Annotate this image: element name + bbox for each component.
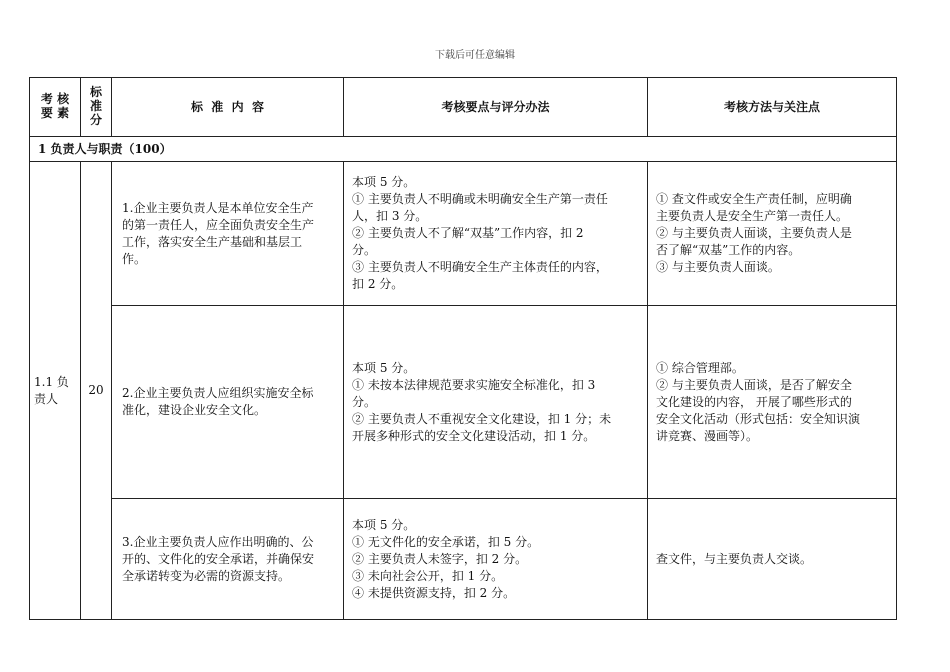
scoring-cell: 本项 5 分。 ① 主要负责人不明确或未明确安全生产第一责任 人，扣 3 分。 ② 主要负责人不了解“双基”工作内容，扣 2 分。 ③ 主要负责人不明确安全生产主体责任的内容， 扣 2 分。	[344, 162, 648, 306]
table-row	[30, 499, 897, 620]
assessment-table	[29, 77, 897, 620]
table-row	[30, 306, 897, 499]
scoring-cell: 本项 5 分。 ① 无文件化的安全承诺，扣 5 分。 ② 主要负责人未签字，扣 2 分。 ③ 未向社会公开，扣 1 分。 ④ 未提供资源支持，扣 2 分。	[344, 499, 648, 620]
standard-cell: 2.企业主要负责人应组织实施安全标 准化，建设企业安全文化。	[112, 306, 344, 499]
header-scoring-method: 考核要点与评分办法	[344, 78, 648, 137]
section-title: 1 负责人与职责（100）	[30, 137, 897, 162]
standard-cell: 1.企业主要负责人是本单位安全生产 的第一责任人，应全面负责安全生产 工作，落实安全生产基础和基层工 作。	[112, 162, 344, 306]
header-note: 下载后可任意编辑	[435, 50, 515, 61]
method-cell: 查文件，与主要负责人交谈。	[648, 499, 897, 620]
method-cell: ① 综合管理部。 ② 与主要负责人面谈，是否了解安全 文化建设的内容， 开展了哪些形式的 安全文化活动（形式包括：安全知识演 讲竞赛、漫画等）。	[648, 306, 897, 499]
header-assessment-element: 考 核 要 素	[30, 78, 81, 137]
scoring-cell: 本项 5 分。 ① 未按本法律规范要求实施安全标准化，扣 3 分。 ② 主要负责人不重视安全文化建设，扣 1 分；未 开展多种形式的安全文化建设活动，扣 1 分。	[344, 306, 648, 499]
header-standard-score: 标 准 分	[81, 78, 112, 137]
table-header-row	[30, 78, 897, 137]
table-row	[30, 162, 897, 306]
element-score-cell: 20	[81, 162, 112, 620]
section-row	[30, 137, 897, 162]
standard-cell: 3.企业主要负责人应作出明确的、公 开的、文件化的安全承诺，并确保安 全承诺转变为必需的资源支持。	[112, 499, 344, 620]
header-standard-content: 标 准 内 容	[112, 78, 344, 137]
element-name-cell: 1.1 负 责人	[30, 162, 81, 620]
method-cell: ① 查文件或安全生产责任制，应明确 主要负责人是安全生产第一责任人。 ② 与主要负责人面谈，主要负责人是 否了解“双基”工作的内容。 ③ 与主要负责人面谈。	[648, 162, 897, 306]
header-assessment-method: 考核方法与关注点	[648, 78, 897, 137]
